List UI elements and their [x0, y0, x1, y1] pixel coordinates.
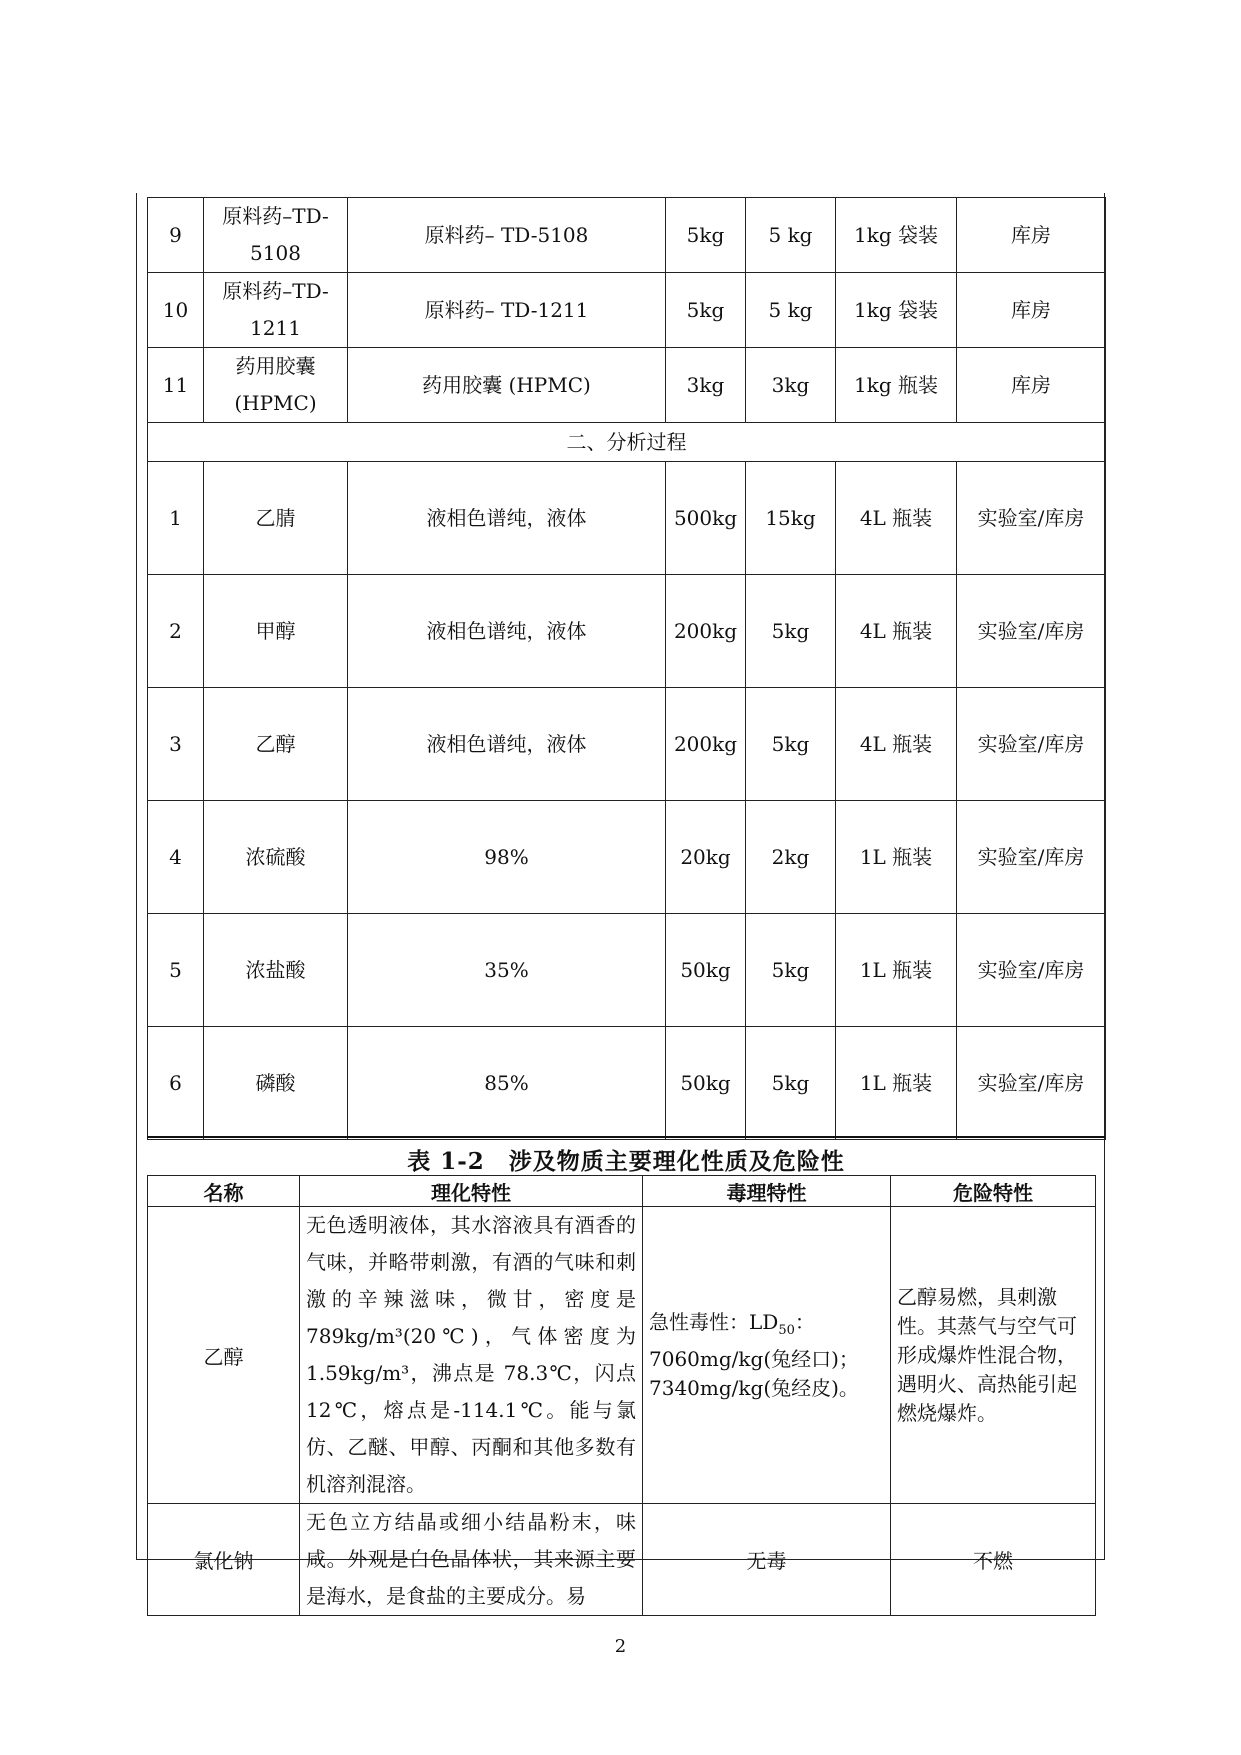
row-number: 1	[148, 462, 204, 575]
section-row	[148, 423, 1106, 462]
packaging: 4L 瓶装	[836, 688, 957, 801]
row-number: 2	[148, 575, 204, 688]
row-number: 9	[148, 198, 204, 273]
substance-name: 氯化钠	[148, 1504, 300, 1616]
table-row	[148, 688, 1106, 801]
material-name: 浓硫酸	[204, 801, 348, 914]
max-storage: 15kg	[746, 462, 836, 575]
annual-usage: 3kg	[666, 348, 746, 423]
max-storage: 3kg	[746, 348, 836, 423]
material-spec: 35%	[348, 914, 666, 1027]
packaging: 4L 瓶装	[836, 575, 957, 688]
substance-name: 乙醇	[148, 1207, 300, 1504]
table-row	[148, 348, 1106, 423]
hazard-properties: 不燃	[891, 1504, 1096, 1616]
max-storage: 5kg	[746, 575, 836, 688]
header-name: 名称	[148, 1176, 300, 1207]
storage-location: 实验室/库房	[957, 462, 1106, 575]
section-title: 二、分析过程	[148, 423, 1106, 462]
packaging: 1kg 瓶装	[836, 348, 957, 423]
annual-usage: 200kg	[666, 575, 746, 688]
packaging: 1kg 袋装	[836, 273, 957, 348]
max-storage: 5kg	[746, 914, 836, 1027]
tox-line3: 7340mg/kg(兔经皮)。	[649, 1375, 859, 1400]
material-spec: 液相色谱纯，液体	[348, 688, 666, 801]
annual-usage: 50kg	[666, 914, 746, 1027]
toxicity-properties	[643, 1207, 891, 1504]
max-storage: 2kg	[746, 801, 836, 914]
row-number: 5	[148, 914, 204, 1027]
max-storage: 5kg	[746, 1027, 836, 1140]
table-row	[148, 575, 1106, 688]
storage-location: 实验室/库房	[957, 801, 1106, 914]
table-row	[148, 914, 1106, 1027]
row-number: 3	[148, 688, 204, 801]
material-name: 乙腈	[204, 462, 348, 575]
material-spec: 98%	[348, 801, 666, 914]
material-spec: 液相色谱纯，液体	[348, 462, 666, 575]
storage-location: 实验室/库房	[957, 1027, 1106, 1140]
storage-location: 实验室/库房	[957, 688, 1106, 801]
materials-table	[147, 197, 1106, 1140]
table-row	[148, 801, 1106, 914]
toxicity-properties: 无毒	[643, 1504, 891, 1616]
tox-line2: 7060mg/kg(兔经口)；	[649, 1346, 859, 1371]
table2-title: 表 1-2 涉及物质主要理化性质及危险性	[407, 1148, 845, 1175]
material-name: 药用胶囊(HPMC)	[204, 348, 348, 423]
storage-location: 库房	[957, 348, 1106, 423]
properties-table	[147, 1175, 1096, 1616]
max-storage: 5 kg	[746, 273, 836, 348]
annual-usage: 50kg	[666, 1027, 746, 1140]
tox-suffix: ：	[794, 1309, 815, 1334]
material-name: 乙醇	[204, 688, 348, 801]
row-number: 6	[148, 1027, 204, 1140]
packaging: 4L 瓶装	[836, 462, 957, 575]
physical-properties: 无色立方结晶或细小结晶粉末，味咸。外观是白色晶体状，其来源主要是海水，是食盐的主要成分。易	[300, 1504, 643, 1616]
packaging: 1L 瓶装	[836, 914, 957, 1027]
page-number: 2	[614, 1636, 627, 1657]
storage-location: 实验室/库房	[957, 575, 1106, 688]
packaging: 1kg 袋装	[836, 198, 957, 273]
table-end-rule	[147, 1136, 1105, 1138]
hazard-properties: 乙醇易燃，具刺激性。其蒸气与空气可形成爆炸性混合物，遇明火、高热能引起燃烧爆炸。	[891, 1207, 1096, 1504]
storage-location: 库房	[957, 198, 1106, 273]
table-row	[148, 198, 1106, 273]
material-name: 原料药–TD-5108	[204, 198, 348, 273]
table-row	[148, 1027, 1106, 1140]
material-name: 磷酸	[204, 1027, 348, 1140]
material-spec: 药用胶囊 (HPMC)	[348, 348, 666, 423]
annual-usage: 200kg	[666, 688, 746, 801]
annual-usage: 20kg	[666, 801, 746, 914]
table-row	[148, 273, 1106, 348]
material-spec: 85%	[348, 1027, 666, 1140]
annual-usage: 5kg	[666, 273, 746, 348]
annual-usage: 5kg	[666, 198, 746, 273]
physical-properties: 无色透明液体，其水溶液具有酒香的气味，并略带刺激，有酒的气味和刺激的辛辣滋味，微甘，密度是 789kg/m³(20℃)，气体密度为 1.59kg/m³，沸点是 78.3℃，闪点 12℃，熔点是-114.1℃。能与氯仿、乙醚、甲醇、丙酮和其他多数有机溶剂混溶。	[300, 1207, 643, 1504]
packaging: 1L 瓶装	[836, 1027, 957, 1140]
material-name: 浓盐酸	[204, 914, 348, 1027]
material-spec: 原料药– TD-5108	[348, 198, 666, 273]
header-tox: 毒理特性	[643, 1176, 891, 1207]
max-storage: 5kg	[746, 688, 836, 801]
material-spec: 原料药– TD-1211	[348, 273, 666, 348]
header-phys: 理化特性	[300, 1176, 643, 1207]
table-row	[148, 1504, 1096, 1616]
material-name: 原料药–TD-1211	[204, 273, 348, 348]
table-row	[148, 1207, 1096, 1504]
row-number: 4	[148, 801, 204, 914]
tox-sub: 50	[778, 1322, 795, 1338]
header-haz: 危险特性	[891, 1176, 1096, 1207]
storage-location: 实验室/库房	[957, 914, 1106, 1027]
tox-prefix: 急性毒性：LD	[649, 1309, 779, 1334]
max-storage: 5 kg	[746, 198, 836, 273]
row-number: 11	[148, 348, 204, 423]
storage-location: 库房	[957, 273, 1106, 348]
material-name: 甲醇	[204, 575, 348, 688]
packaging: 1L 瓶装	[836, 801, 957, 914]
annual-usage: 500kg	[666, 462, 746, 575]
material-spec: 液相色谱纯，液体	[348, 575, 666, 688]
row-number: 10	[148, 273, 204, 348]
table-row	[148, 462, 1106, 575]
